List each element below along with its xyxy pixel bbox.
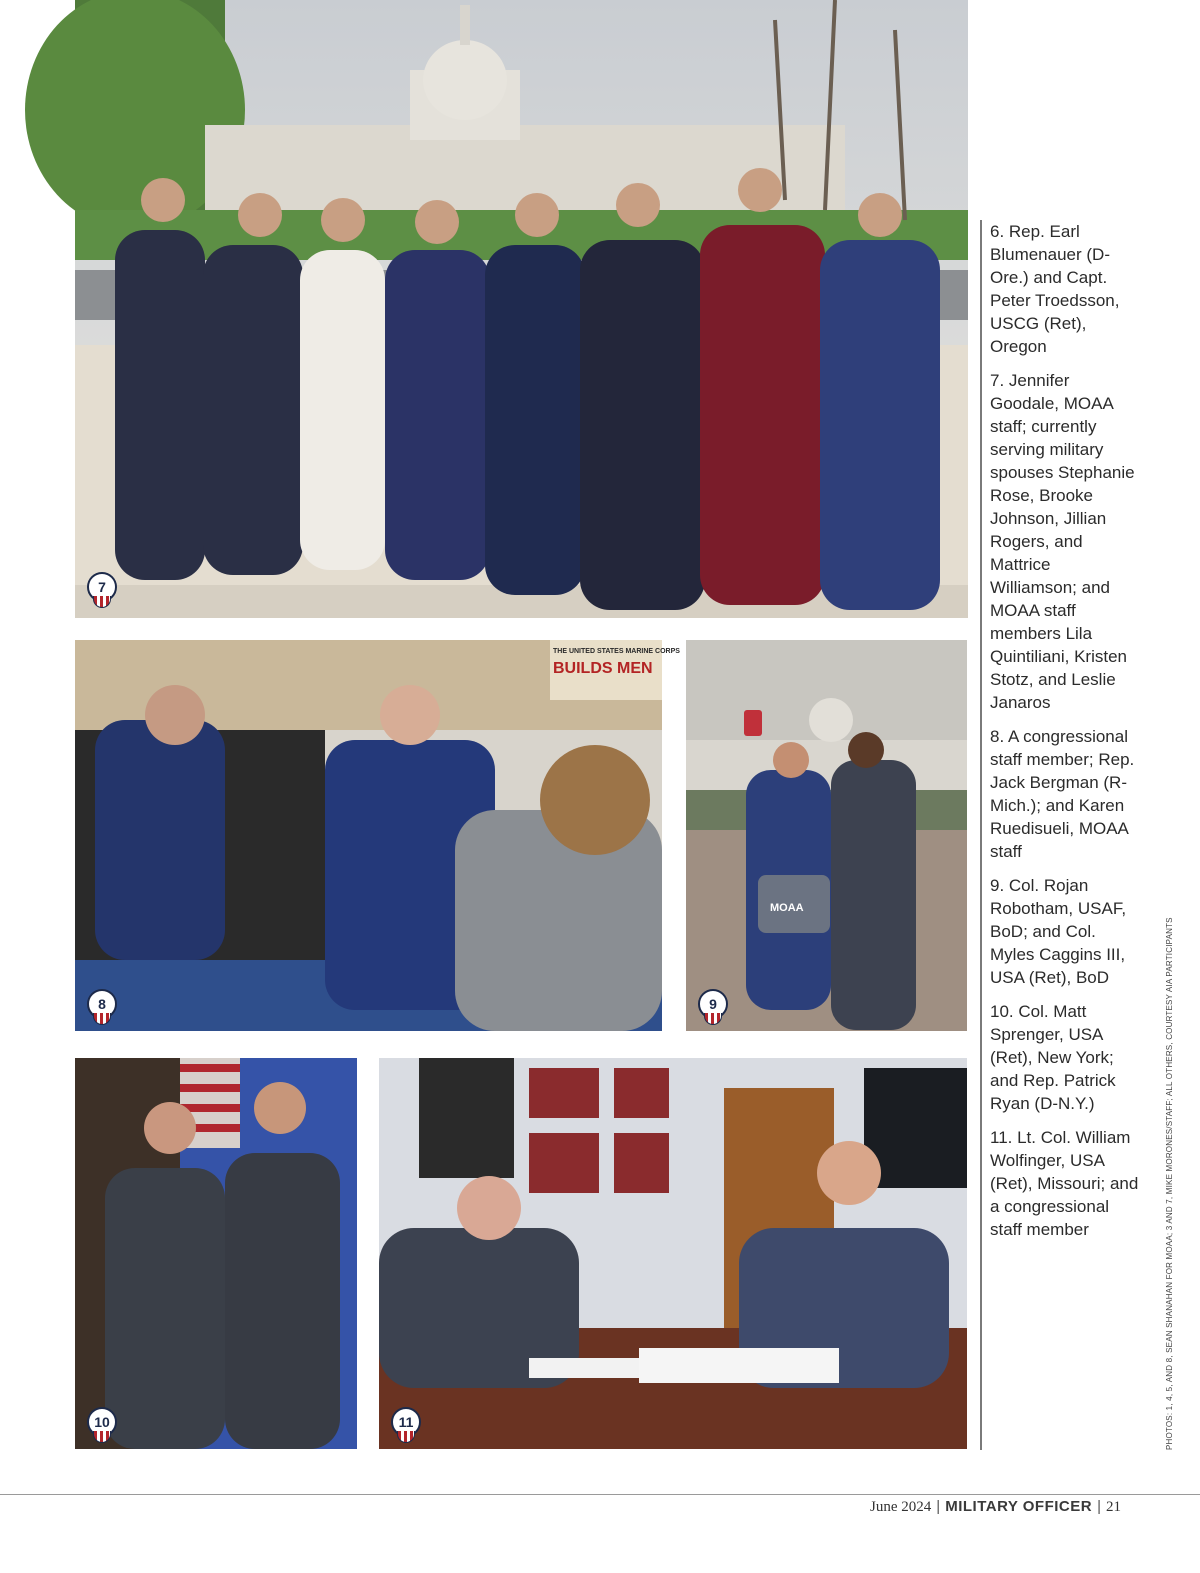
photo-two-men (75, 1058, 357, 1449)
photo-number-badge (87, 989, 117, 1025)
flag-stripes (93, 596, 111, 608)
sign-label: THE UNITED STATES MARINE CORPS (553, 648, 680, 655)
flag-stripes (93, 1013, 111, 1025)
bag-logo: MOAA (770, 902, 804, 914)
caption-11: 11. Lt. Col. William Wolfinger, USA (Ret), Missouri; and a congressional staff member (990, 1128, 1139, 1239)
caption-column (980, 220, 1140, 1450)
footer-rule (0, 1494, 1200, 1495)
photo-selfie (686, 640, 967, 1031)
flag-stripes (397, 1431, 415, 1443)
photo-number: 11 (391, 1407, 421, 1437)
footer-separator: | (1097, 1498, 1101, 1515)
page-footer (870, 1498, 1121, 1516)
flag-stripes (704, 1013, 722, 1025)
sign-big-label: BUILDS MEN (553, 660, 653, 677)
caption-7: 7. Jennifer Goodale, MOAA staff; currently serving military spouses Stephanie Rose, Brooke Johnson, Jillian Rogers, and Mattrice Williamson; and MOAA staff members Lila Quintiliani, Kristen Stotz, and Leslie Janaros (990, 371, 1135, 712)
magazine-name: MILITARY OFFICER (945, 1498, 1093, 1515)
photo-number-badge (87, 572, 117, 608)
photo-desk-meeting (379, 1058, 967, 1449)
issue-date: June 2024 (870, 1499, 932, 1515)
photo-selfie-image (686, 640, 967, 1031)
caption-8: 8. A congressional staff member; Rep. Jack Bergman (R-Mich.); and Karen Ruedisueli, MOAA staff (990, 727, 1135, 861)
photo-desk-meeting-image (379, 1058, 967, 1449)
photo-office-meeting (75, 640, 680, 1031)
photo-number: 8 (87, 989, 117, 1019)
photo-number-badge (87, 1407, 117, 1443)
page-number: 21 (1106, 1499, 1121, 1515)
photo-credit: PHOTOS: 1, 4, 5, AND 8, SEAN SHANAHAN FOR MOAA; 3 AND 7, MIKE MORONES/STAFF; ALL OTHERS, COURTESY AIA PARTICIPANTS (1165, 917, 1174, 1450)
photo-number: 9 (698, 989, 728, 1019)
footer-separator: | (936, 1498, 941, 1515)
caption-9: 9. Col. Rojan Robotham, USAF, BoD; and Col. Myles Caggins III, USA (Ret), BoD (990, 876, 1127, 987)
photo-office-meeting-image (75, 640, 680, 1031)
photo-number-badge (698, 989, 728, 1025)
caption-10: 10. Col. Matt Sprenger, USA (Ret), New York; and Rep. Patrick Ryan (D-N.Y.) (990, 1002, 1116, 1113)
photo-number: 10 (87, 1407, 117, 1437)
photo-two-men-image (75, 1058, 357, 1449)
photo-number-badge (391, 1407, 421, 1443)
caption-6: 6. Rep. Earl Blumenauer (D-Ore.) and Capt. Peter Troedsson, USCG (Ret), Oregon (990, 222, 1120, 356)
photo-capitol-group-image (75, 0, 968, 618)
photo-capitol-group (75, 0, 968, 618)
photo-number: 7 (87, 572, 117, 602)
flag-stripes (93, 1431, 111, 1443)
